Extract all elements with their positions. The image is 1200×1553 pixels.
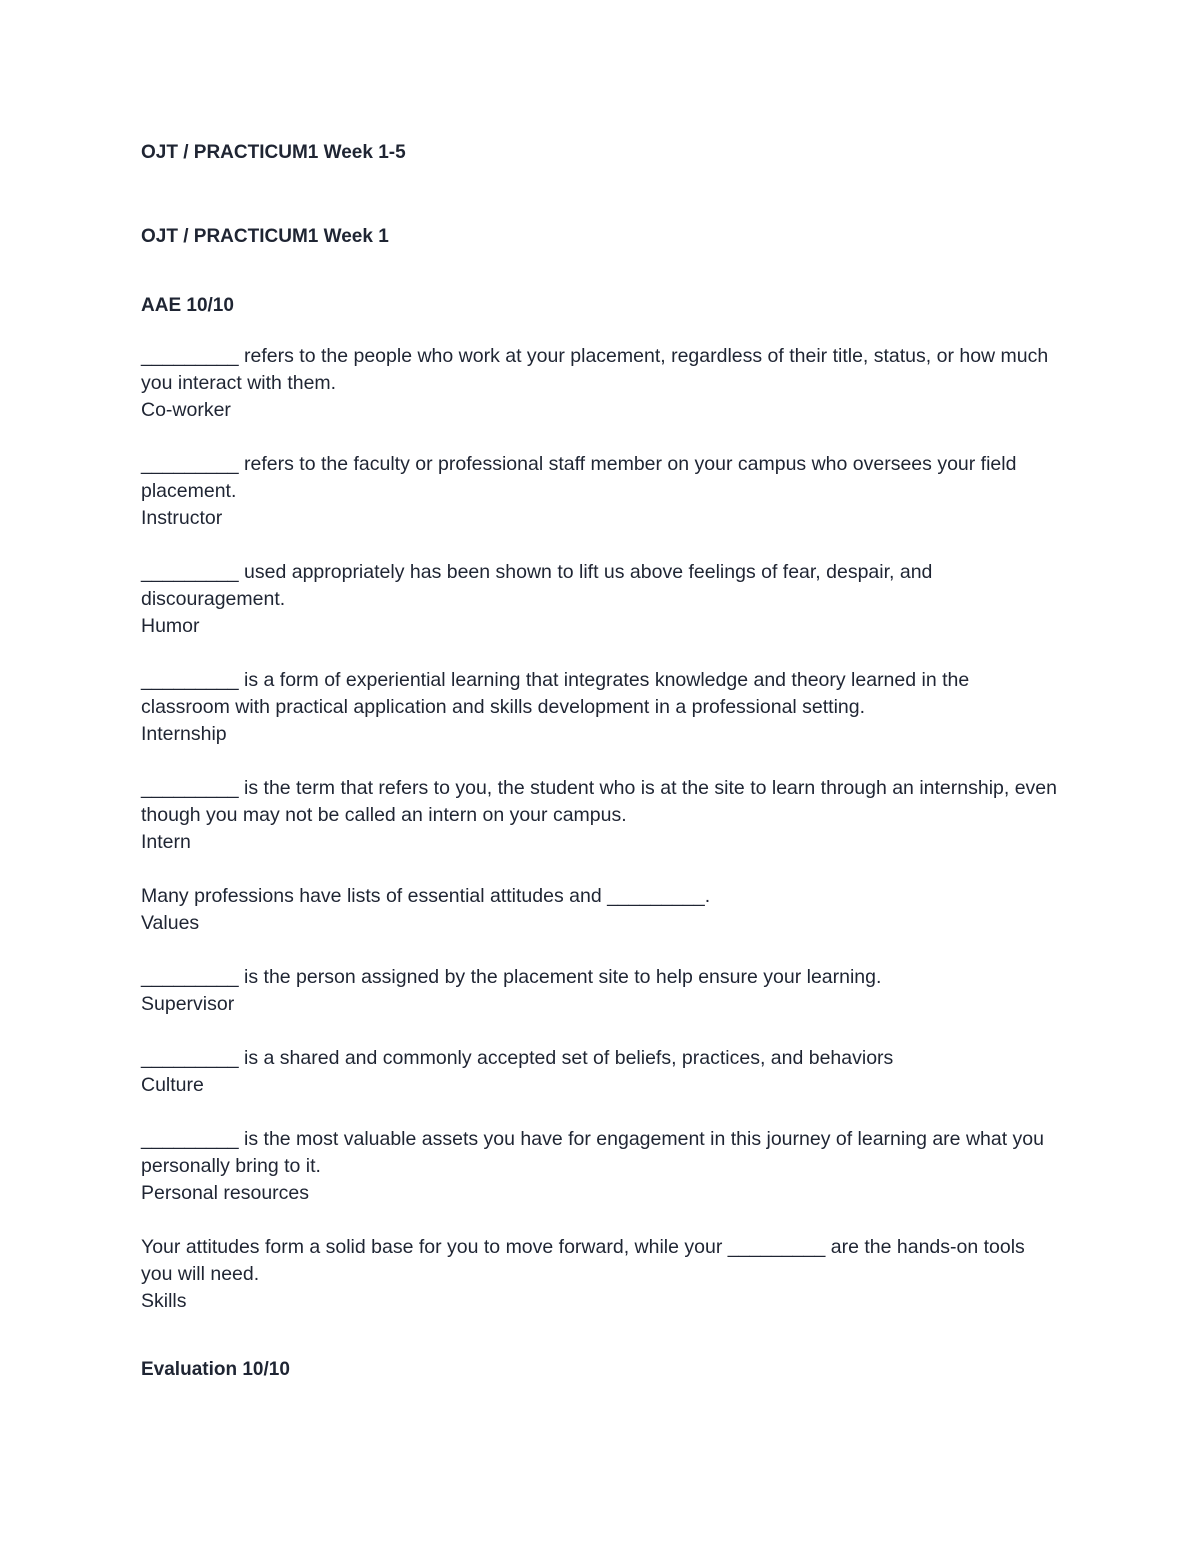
question-item	[141, 451, 1061, 532]
question-text: _________ refers to the people who work at your placement, regardless of their title, status, or how much you interact with them.	[141, 345, 1049, 394]
question-text: Your attitudes form a solid base for you to move forward, while your _________ are the hands-on tools you will need.	[141, 1236, 1025, 1285]
answer-text: Internship	[141, 723, 227, 745]
evaluation-title: Evaluation 10/10	[141, 1359, 290, 1380]
question-item	[141, 1234, 1061, 1315]
answer-text: Instructor	[141, 507, 223, 529]
question-text: _________ is the term that refers to you, the student who is at the site to learn through an internship, even though you may not be called an intern on your campus.	[141, 777, 1057, 826]
question-item	[141, 343, 1061, 424]
answer-text: Intern	[141, 831, 191, 853]
question-item	[141, 775, 1061, 856]
question-item	[141, 667, 1061, 748]
question-item	[141, 1045, 1061, 1099]
question-text: Many professions have lists of essential attitudes and _________.	[141, 885, 711, 907]
answer-text: Skills	[141, 1290, 187, 1312]
question-text: _________ is the person assigned by the placement site to help ensure your learning.	[141, 966, 882, 988]
question-text: _________ refers to the faculty or professional staff member on your campus who oversees your field placement.	[141, 453, 1017, 502]
question-text: _________ is a form of experiential learning that integrates knowledge and theory learned in the classroom with practical application and skills development in a professional setting.	[141, 669, 970, 718]
answer-text: Supervisor	[141, 993, 235, 1015]
document-content	[141, 139, 1061, 1384]
question-item	[141, 1126, 1061, 1207]
answer-text: Co-worker	[141, 399, 231, 421]
question-item	[141, 883, 1061, 937]
answer-text: Values	[141, 912, 200, 934]
answer-text: Culture	[141, 1074, 204, 1096]
answer-text: Personal resources	[141, 1182, 309, 1204]
question-text: _________ is a shared and commonly accepted set of beliefs, practices, and behaviors	[141, 1047, 894, 1069]
question-text: _________ is the most valuable assets you have for engagement in this journey of learning are what you personally bring to it.	[141, 1128, 1044, 1177]
question-item	[141, 559, 1061, 640]
section-title: AAE 10/10	[141, 295, 234, 316]
answer-text: Humor	[141, 615, 200, 637]
question-text: _________ used appropriately has been shown to lift us above feelings of fear, despair, and discouragement.	[141, 561, 933, 610]
week-title: OJT / PRACTICUM1 Week 1	[141, 226, 389, 247]
question-item	[141, 964, 1061, 1018]
document-title: OJT / PRACTICUM1 Week 1-5	[141, 142, 406, 163]
